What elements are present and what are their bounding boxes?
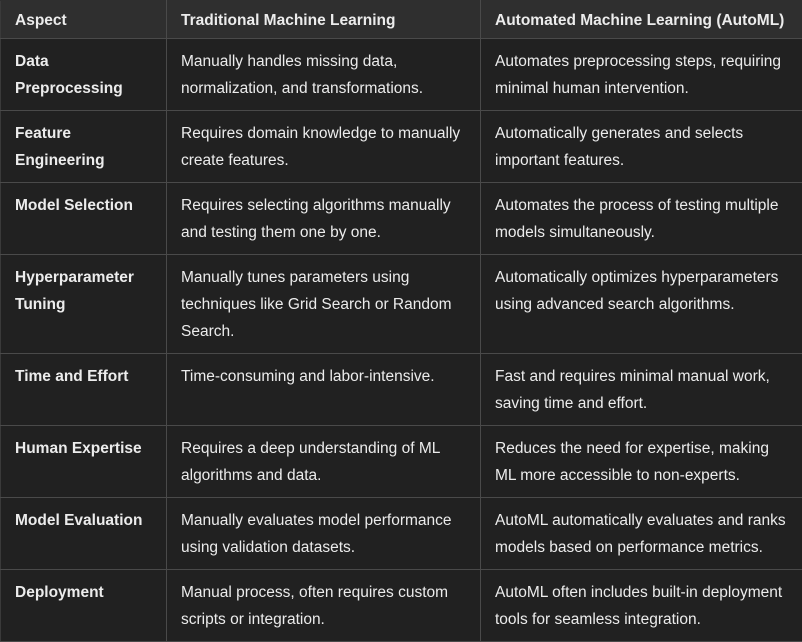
header-row — [1, 1, 802, 39]
aspect-cell: Deployment — [1, 570, 167, 642]
table-row — [1, 570, 802, 642]
header-aspect: Aspect — [1, 1, 167, 39]
aspect-cell: Time and Effort — [1, 354, 167, 426]
automl-cell: Automatically optimizes hyperparameters using advanced search algorithms. — [481, 255, 802, 354]
table-row — [1, 255, 802, 354]
automl-cell: AutoML often includes built-in deployment tools for seamless integration. — [481, 570, 802, 642]
traditional-cell: Requires domain knowledge to manually create features. — [167, 111, 481, 183]
aspect-cell: Model Selection — [1, 183, 167, 255]
traditional-cell: Manually evaluates model performance using validation datasets. — [167, 498, 481, 570]
table-body — [1, 39, 802, 642]
table-row — [1, 498, 802, 570]
table-row — [1, 183, 802, 255]
traditional-cell: Requires a deep understanding of ML algorithms and data. — [167, 426, 481, 498]
automl-cell: Reduces the need for expertise, making ML more accessible to non-experts. — [481, 426, 802, 498]
automl-cell: AutoML automatically evaluates and ranks models based on performance metrics. — [481, 498, 802, 570]
automl-cell: Automates preprocessing steps, requiring minimal human intervention. — [481, 39, 802, 111]
traditional-cell: Requires selecting algorithms manually and testing them one by one. — [167, 183, 481, 255]
header-traditional-ml: Traditional Machine Learning — [167, 1, 481, 39]
aspect-cell: Human Expertise — [1, 426, 167, 498]
automl-cell: Automates the process of testing multiple models simultaneously. — [481, 183, 802, 255]
table-row — [1, 111, 802, 183]
traditional-cell: Manually tunes parameters using techniques like Grid Search or Random Search. — [167, 255, 481, 354]
table-row — [1, 354, 802, 426]
aspect-cell: Model Evaluation — [1, 498, 167, 570]
table-header — [1, 1, 802, 39]
traditional-cell: Time-consuming and labor-intensive. — [167, 354, 481, 426]
aspect-cell: Hyperparameter Tuning — [1, 255, 167, 354]
traditional-cell: Manual process, often requires custom scripts or integration. — [167, 570, 481, 642]
table-row — [1, 39, 802, 111]
header-automl: Automated Machine Learning (AutoML) — [481, 1, 802, 39]
automl-cell: Automatically generates and selects important features. — [481, 111, 802, 183]
table-row — [1, 426, 802, 498]
aspect-cell: Data Preprocessing — [1, 39, 167, 111]
traditional-cell: Manually handles missing data, normalization, and transformations. — [167, 39, 481, 111]
automl-cell: Fast and requires minimal manual work, saving time and effort. — [481, 354, 802, 426]
aspect-cell: Feature Engineering — [1, 111, 167, 183]
